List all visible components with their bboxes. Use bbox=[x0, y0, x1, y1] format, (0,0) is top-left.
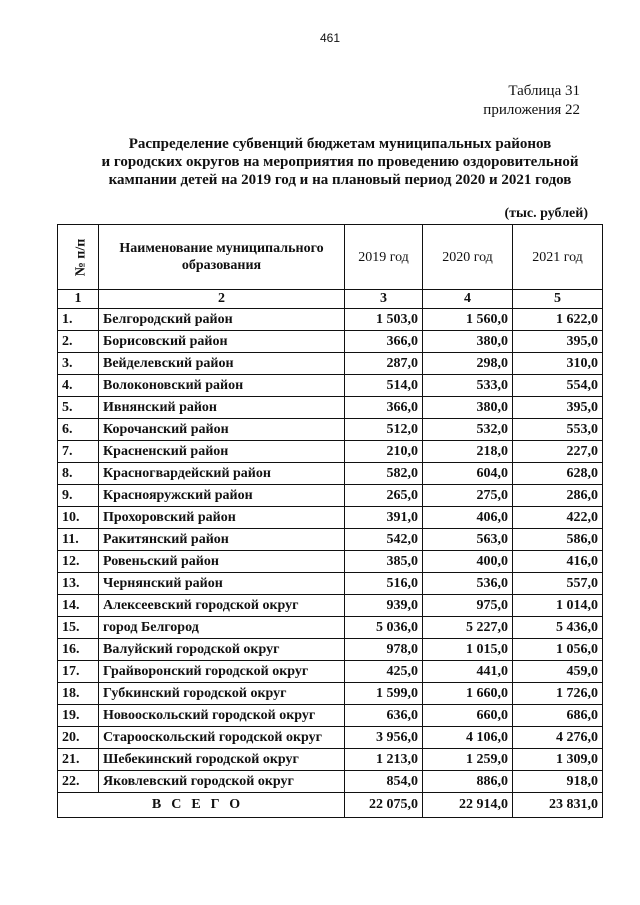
row-number: 3. bbox=[58, 353, 99, 375]
municipality-name: Ивнянский район bbox=[99, 397, 345, 419]
row-number: 11. bbox=[58, 529, 99, 551]
table-reference-line: приложения 22 bbox=[483, 102, 580, 118]
table-row bbox=[58, 705, 603, 727]
row-number: 19. bbox=[58, 705, 99, 727]
municipality-name: Красногвардейский район bbox=[99, 463, 345, 485]
municipality-name: Вейделевский район bbox=[99, 353, 345, 375]
value-2020: 380,0 bbox=[423, 331, 513, 353]
table-reference bbox=[483, 82, 580, 120]
value-2020: 441,0 bbox=[423, 661, 513, 683]
value-2021: 586,0 bbox=[513, 529, 603, 551]
value-2021: 4 276,0 bbox=[513, 727, 603, 749]
municipality-name: Ровеньский район bbox=[99, 551, 345, 573]
municipality-name: Яковлевский городской округ bbox=[99, 771, 345, 793]
value-2019: 854,0 bbox=[345, 771, 423, 793]
value-2019: 582,0 bbox=[345, 463, 423, 485]
table-row bbox=[58, 617, 603, 639]
value-2020: 1 259,0 bbox=[423, 749, 513, 771]
value-2019: 391,0 bbox=[345, 507, 423, 529]
title-line: кампании детей на 2019 год и на плановый период 2020 и 2021 годов bbox=[108, 172, 572, 188]
row-number: 21. bbox=[58, 749, 99, 771]
table-row bbox=[58, 573, 603, 595]
row-number: 14. bbox=[58, 595, 99, 617]
header-2021: 2021 год bbox=[513, 225, 603, 290]
value-2021: 422,0 bbox=[513, 507, 603, 529]
municipality-name: Волоконовский район bbox=[99, 375, 345, 397]
total-2019: 22 075,0 bbox=[345, 793, 423, 818]
value-2020: 406,0 bbox=[423, 507, 513, 529]
table-row bbox=[58, 485, 603, 507]
value-2019: 514,0 bbox=[345, 375, 423, 397]
municipality-name: Борисовский район bbox=[99, 331, 345, 353]
row-number: 20. bbox=[58, 727, 99, 749]
table-row bbox=[58, 551, 603, 573]
row-number: 18. bbox=[58, 683, 99, 705]
value-2019: 366,0 bbox=[345, 397, 423, 419]
header-num: № п/п bbox=[58, 225, 99, 290]
value-2020: 5 227,0 bbox=[423, 617, 513, 639]
value-2021: 554,0 bbox=[513, 375, 603, 397]
value-2020: 218,0 bbox=[423, 441, 513, 463]
column-number: 2 bbox=[99, 290, 345, 309]
value-2021: 628,0 bbox=[513, 463, 603, 485]
municipality-name: Ракитянский район bbox=[99, 529, 345, 551]
document-title bbox=[60, 135, 620, 189]
value-2020: 1 560,0 bbox=[423, 309, 513, 331]
table-row bbox=[58, 419, 603, 441]
value-2021: 416,0 bbox=[513, 551, 603, 573]
row-number: 17. bbox=[58, 661, 99, 683]
value-2019: 287,0 bbox=[345, 353, 423, 375]
value-2021: 1 622,0 bbox=[513, 309, 603, 331]
municipality-name: Красненский район bbox=[99, 441, 345, 463]
municipality-name: Старооскольский городской округ bbox=[99, 727, 345, 749]
value-2021: 1 309,0 bbox=[513, 749, 603, 771]
value-2019: 5 036,0 bbox=[345, 617, 423, 639]
row-number: 10. bbox=[58, 507, 99, 529]
title-line: и городских округов на мероприятия по проведению оздоровительной bbox=[101, 154, 579, 170]
value-2021: 553,0 bbox=[513, 419, 603, 441]
value-2019: 1 599,0 bbox=[345, 683, 423, 705]
value-2020: 604,0 bbox=[423, 463, 513, 485]
value-2021: 1 726,0 bbox=[513, 683, 603, 705]
table-row bbox=[58, 727, 603, 749]
subvention-table bbox=[57, 224, 603, 818]
value-2021: 395,0 bbox=[513, 397, 603, 419]
column-number: 5 bbox=[513, 290, 603, 309]
value-2020: 1 660,0 bbox=[423, 683, 513, 705]
row-number: 5. bbox=[58, 397, 99, 419]
municipality-name: Чернянский район bbox=[99, 573, 345, 595]
table-row bbox=[58, 683, 603, 705]
value-2019: 1 213,0 bbox=[345, 749, 423, 771]
table-row bbox=[58, 507, 603, 529]
row-number: 8. bbox=[58, 463, 99, 485]
value-2021: 5 436,0 bbox=[513, 617, 603, 639]
value-2021: 286,0 bbox=[513, 485, 603, 507]
value-2020: 536,0 bbox=[423, 573, 513, 595]
municipality-name: Валуйский городской округ bbox=[99, 639, 345, 661]
table-row bbox=[58, 529, 603, 551]
value-2020: 380,0 bbox=[423, 397, 513, 419]
table-row bbox=[58, 463, 603, 485]
total-label: ВСЕГО bbox=[58, 793, 345, 818]
value-2021: 395,0 bbox=[513, 331, 603, 353]
value-2019: 3 956,0 bbox=[345, 727, 423, 749]
table-row bbox=[58, 397, 603, 419]
value-2021: 557,0 bbox=[513, 573, 603, 595]
value-2019: 1 503,0 bbox=[345, 309, 423, 331]
units-label: (тыс. рублей) bbox=[504, 206, 588, 221]
column-number: 4 bbox=[423, 290, 513, 309]
value-2019: 512,0 bbox=[345, 419, 423, 441]
municipality-name: Белгородский район bbox=[99, 309, 345, 331]
row-number: 7. bbox=[58, 441, 99, 463]
value-2019: 425,0 bbox=[345, 661, 423, 683]
table-row bbox=[58, 353, 603, 375]
value-2021: 459,0 bbox=[513, 661, 603, 683]
column-number-row bbox=[58, 290, 603, 309]
total-2020: 22 914,0 bbox=[423, 793, 513, 818]
value-2019: 636,0 bbox=[345, 705, 423, 727]
value-2019: 516,0 bbox=[345, 573, 423, 595]
municipality-name: Алексеевский городской округ bbox=[99, 595, 345, 617]
value-2020: 4 106,0 bbox=[423, 727, 513, 749]
value-2021: 310,0 bbox=[513, 353, 603, 375]
value-2021: 1 014,0 bbox=[513, 595, 603, 617]
value-2020: 975,0 bbox=[423, 595, 513, 617]
table-row bbox=[58, 661, 603, 683]
row-number: 6. bbox=[58, 419, 99, 441]
municipality-name: Прохоровский район bbox=[99, 507, 345, 529]
value-2020: 298,0 bbox=[423, 353, 513, 375]
table-row bbox=[58, 375, 603, 397]
table-row bbox=[58, 749, 603, 771]
row-number: 9. bbox=[58, 485, 99, 507]
table-row bbox=[58, 441, 603, 463]
table-row bbox=[58, 595, 603, 617]
value-2020: 532,0 bbox=[423, 419, 513, 441]
table-row bbox=[58, 639, 603, 661]
value-2020: 563,0 bbox=[423, 529, 513, 551]
value-2019: 366,0 bbox=[345, 331, 423, 353]
total-row bbox=[58, 793, 603, 818]
municipality-name: Шебекинский городской округ bbox=[99, 749, 345, 771]
table-body bbox=[58, 309, 603, 793]
table-row bbox=[58, 331, 603, 353]
value-2019: 385,0 bbox=[345, 551, 423, 573]
value-2021: 227,0 bbox=[513, 441, 603, 463]
header-2020: 2020 год bbox=[423, 225, 513, 290]
municipality-name: город Белгород bbox=[99, 617, 345, 639]
page-number: 461 bbox=[319, 31, 341, 45]
table-row bbox=[58, 771, 603, 793]
value-2019: 210,0 bbox=[345, 441, 423, 463]
row-number: 1. bbox=[58, 309, 99, 331]
row-number: 13. bbox=[58, 573, 99, 595]
column-number: 1 bbox=[58, 290, 99, 309]
municipality-name: Краснояружский район bbox=[99, 485, 345, 507]
table-reference-line: Таблица 31 bbox=[508, 83, 580, 99]
row-number: 4. bbox=[58, 375, 99, 397]
value-2020: 886,0 bbox=[423, 771, 513, 793]
value-2020: 275,0 bbox=[423, 485, 513, 507]
row-number: 16. bbox=[58, 639, 99, 661]
municipality-name: Корочанский район bbox=[99, 419, 345, 441]
row-number: 22. bbox=[58, 771, 99, 793]
value-2021: 686,0 bbox=[513, 705, 603, 727]
total-2021: 23 831,0 bbox=[513, 793, 603, 818]
header-row bbox=[58, 225, 603, 290]
value-2020: 1 015,0 bbox=[423, 639, 513, 661]
row-number: 12. bbox=[58, 551, 99, 573]
value-2020: 400,0 bbox=[423, 551, 513, 573]
column-number: 3 bbox=[345, 290, 423, 309]
row-number: 15. bbox=[58, 617, 99, 639]
value-2019: 939,0 bbox=[345, 595, 423, 617]
value-2019: 978,0 bbox=[345, 639, 423, 661]
table-row bbox=[58, 309, 603, 331]
title-line: Распределение субвенций бюджетам муниципальных районов bbox=[128, 136, 552, 152]
value-2020: 660,0 bbox=[423, 705, 513, 727]
header-name: Наименование муниципального образования bbox=[99, 225, 345, 290]
value-2021: 918,0 bbox=[513, 771, 603, 793]
header-2019: 2019 год bbox=[345, 225, 423, 290]
value-2020: 533,0 bbox=[423, 375, 513, 397]
value-2021: 1 056,0 bbox=[513, 639, 603, 661]
value-2019: 542,0 bbox=[345, 529, 423, 551]
row-number: 2. bbox=[58, 331, 99, 353]
municipality-name: Грайворонский городской округ bbox=[99, 661, 345, 683]
municipality-name: Губкинский городской округ bbox=[99, 683, 345, 705]
municipality-name: Новооскольский городской округ bbox=[99, 705, 345, 727]
value-2019: 265,0 bbox=[345, 485, 423, 507]
